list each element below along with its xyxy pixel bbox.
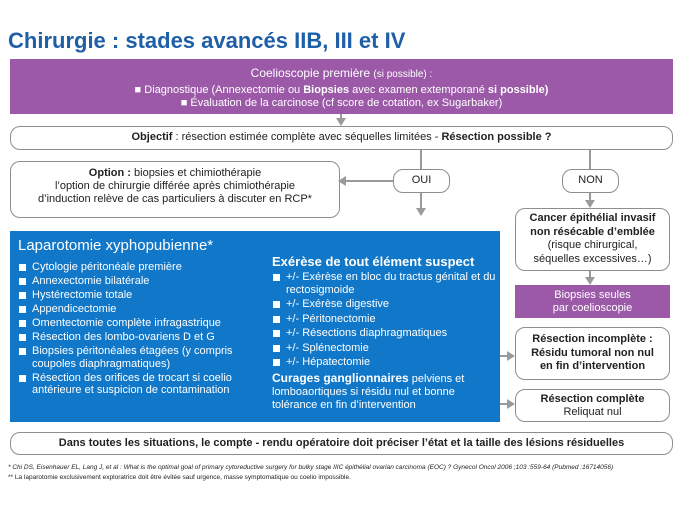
laparotomie-item: Résection des lombo-ovariens D et G (18, 331, 258, 344)
exerese-list (272, 271, 497, 371)
footnote-1: * Chi DS, Eisenhauer EL, Lang J, et al : What is the optimal goal of primary cytoreductive surgery for bulky stage IIIC épithélial ovarian carcinoma (EOC) ? Gynecol Oncol 2006 ;103 :559-64 (Pubmed :16714056) (8, 464, 614, 471)
option-line2: l’option de chirurgie différée après chimiothérapie (54, 180, 296, 192)
footnote-2: ** La laparotomie exclusivement exploratrice doit être évitée sauf urgence, masse symptomatique ou coelio impossible. (8, 474, 351, 481)
coelio-line1-mid: avec examen extemporané (349, 84, 488, 96)
curages-rest: pelviens et lomboaortiques si résidu nul et bonne tolérance en fin d’intervention (272, 373, 465, 411)
cancer-box (515, 208, 670, 271)
laparotomie-box (10, 231, 500, 422)
incomplete-line1: Résection incomplète : (532, 333, 653, 345)
option-line1-text: biopsies et chimiothérapie (130, 167, 262, 179)
coelio-heading-bold: Coelioscopie première (250, 66, 371, 80)
coelio-line1-bold: Biopsies (303, 84, 350, 96)
biopsies-line2: par coelioscopie (552, 302, 633, 314)
exerese-item: +/- Résections diaphragmatiques (272, 327, 497, 340)
coelio-line1-pre: Diagnostique (Annexectomie ou (144, 84, 304, 96)
objectif-box (10, 126, 673, 150)
exerese-item: +/- Exérèse en bloc du tractus génital et du rectosigmoide (272, 271, 497, 296)
coelio-line1-bold2: si possible) (487, 84, 549, 96)
coelio-heading-rest: (si possible) : (373, 69, 433, 80)
arrow-head-biopsies (585, 277, 595, 285)
arrow-head-non-down (585, 200, 595, 208)
complete-line1: Résection complète (540, 393, 645, 405)
bottom-box: Dans toutes les situations, le compte - rendu opératoire doit préciser l’état et la taille des lésions résiduelles (10, 432, 673, 455)
laparotomie-item: Annexectomie bilatérale (18, 275, 258, 288)
arrow-head-objectif (336, 118, 346, 126)
cancer-line3: (risque chirurgical, (547, 239, 638, 251)
non-box: NON (562, 169, 619, 193)
objectif-label: Objectif (131, 131, 173, 143)
option-label: Option : (88, 167, 131, 179)
objectif-question: Résection possible ? (441, 131, 552, 143)
incomplete-line2: Résidu tumoral non nul (531, 346, 654, 359)
exerese-item: +/- Hépatectomie (272, 356, 497, 369)
page-title: Chirurgie : stades avancés IIB, III et IV (8, 28, 406, 53)
curages-bold: Curages ganglionnaires (272, 371, 409, 385)
complete-line2: Reliquat nul (563, 406, 622, 418)
laparotomie-list (18, 261, 258, 398)
complete-box (515, 389, 670, 422)
coelioscopie-box (10, 59, 673, 114)
biopsies-box (515, 285, 670, 318)
laparotomie-item: Cytologie péritonéale première (18, 261, 258, 274)
laparotomie-item: Appendicectomie (18, 303, 258, 316)
objectif-text: : résection estimée complète avec séquelles limitées - (172, 131, 442, 143)
biopsies-line1: Biopsies seules (554, 289, 631, 301)
option-line3: d’induction relève de cas particuliers à discuter en RCP* (38, 193, 312, 205)
coelio-heading (10, 66, 673, 80)
incomplete-box (515, 327, 670, 380)
option-box (10, 161, 340, 218)
connector-non (589, 150, 591, 170)
coelio-line2: ■ Évaluation de la carcinose (cf score de cotation, ex Sugarbaker) (180, 97, 503, 109)
laparotomie-title: Laparotomie xyphopubienne* (18, 237, 214, 254)
laparotomie-item: Hystérectomie totale (18, 289, 258, 302)
cancer-line4: séquelles excessives…) (533, 252, 652, 265)
connector-oui (420, 150, 422, 170)
arrow-head-oui-down (416, 208, 426, 216)
cancer-line1: Cancer épithélial invasif (529, 212, 656, 224)
exerese-item: +/- Péritonectomie (272, 313, 497, 326)
exerese-title: Exérèse de tout élément suspect (272, 254, 475, 269)
option-line1 (11, 167, 339, 180)
laparotomie-item: Omentectomie complète infragastrique (18, 317, 258, 330)
exerese-item: +/- Splénectomie (272, 342, 497, 355)
laparotomie-item: Biopsies péritonéales étagées (y compris coupoles diaphragmatiques) (18, 345, 258, 370)
arrow-oui-option (345, 180, 393, 182)
arrow-head-complete (507, 399, 515, 409)
incomplete-line3: en fin d’intervention (539, 360, 646, 372)
arrow-head-incomplete (507, 351, 515, 361)
arrow-head-option (338, 176, 346, 186)
coelio-line2-text: Évaluation de la carcinose (cf score de cotation, ex Sugarbaker) (190, 97, 503, 109)
exerese-item: +/- Exérèse digestive (272, 298, 497, 311)
curages-text (272, 372, 497, 412)
laparotomie-item: Résection des orifices de trocart si coelio antérieure et suspicion de contamination (18, 372, 258, 397)
oui-box: OUI (393, 169, 450, 193)
cancer-line2: non résécable d’emblée (530, 225, 655, 238)
coelio-line1: ■ Diagnostique (Annexectomie ou Biopsies avec examen extemporané si possible) (134, 84, 549, 96)
